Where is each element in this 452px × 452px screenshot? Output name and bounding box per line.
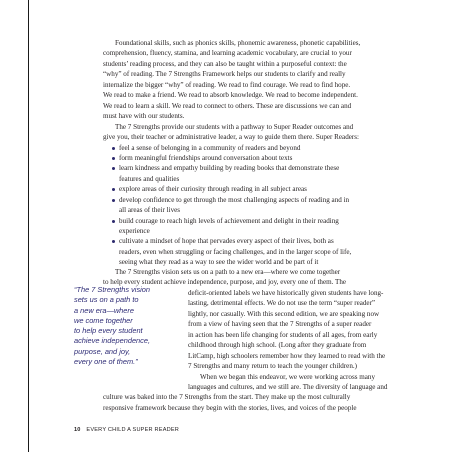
- text-line: The 7 Strengths vision sets us on a path to a new era—where we come together: [115, 268, 341, 276]
- pull-quote-line: achieve independence,: [74, 336, 151, 346]
- text-line: LitCamp, high schoolers remember how they learned to read with the: [188, 351, 386, 360]
- bullet-item-continuation: experience: [119, 227, 150, 235]
- bullet-item: develop confidence to get through the most challenging aspects of reading and in: [111, 195, 365, 205]
- running-title: EVERY CHILD A SUPER READER: [86, 427, 180, 433]
- text-line: culture was baked into the 7 Strengths from the start. They make up the most culturally: [103, 393, 351, 402]
- text-line: 7 Strengths and many return to teach the younger children.): [188, 361, 358, 370]
- pull-quote-line: a new era—where: [74, 305, 134, 315]
- bullet-item-continuation: readers, even when struggling or facing challenges, and in the larger scope of life,: [119, 247, 352, 256]
- text-line: give you, their teacher or administrative leader, a way to guide them there. Super Readers:: [103, 133, 359, 142]
- text-line: comprehension, fluency, stamina, and learning academic vocabulary, are crucial to your: [103, 49, 352, 58]
- text-line: We read to make a friend. We read to absorb knowledge. We read to become independent.: [103, 91, 358, 100]
- text-line: lasting, detrimental effects. We do not use the term “super reader”: [188, 299, 376, 308]
- text-line: childhood through high school. (Long after they graduate from: [188, 341, 367, 350]
- text-line: to help every student achieve independence, purpose, and joy, every one of them. The: [103, 278, 347, 287]
- bullet-item: form meaningful friendships around conversation about texts: [111, 153, 365, 163]
- bullet-item-continuation: seeing what they read as a way to see the wider world and be part of it: [119, 258, 319, 267]
- text-line: internalize the bigger “why” of reading. We read to find courage. We read to find hope.: [103, 80, 351, 89]
- text-line: We read to learn a skill. We read to connect to others. These are discussions we can and: [103, 101, 352, 110]
- bullet-item: learn kindness and empathy building by reading books that demonstrate these: [111, 163, 365, 173]
- pull-quote-line: “The 7 Strengths vision: [74, 285, 150, 294]
- text-line: responsive framework because they begin with the stories, lives, and voices of the people: [103, 403, 357, 412]
- bullet-item: explore areas of their curiosity through reading in all subject areas: [111, 184, 365, 194]
- pull-quote-line: purpose, and joy,: [74, 346, 131, 356]
- text-line: deficit-oriented labels we have historically given students have long-: [188, 288, 384, 297]
- pull-quote-line: every one of them.”: [74, 357, 138, 367]
- bullet-item-continuation: features and qualities: [119, 174, 180, 183]
- page-number: 10: [74, 427, 81, 433]
- text-line: “why” of reading. The 7 Strengths Framework helps our students to clarify and really: [103, 70, 346, 79]
- bullet-item: feel a sense of belonging in a community of readers and beyond: [111, 143, 365, 153]
- text-line: students’ reading process, and they can also be taught within a purposeful context: the: [103, 59, 347, 68]
- pull-quote: [74, 285, 184, 367]
- page-edge-rule: [28, 0, 29, 452]
- text-line: from a view of having seen that the 7 Strengths of a super reader: [188, 320, 372, 329]
- super-reader-bullet-list: [111, 143, 365, 268]
- paragraph-culturally-responsive: [103, 392, 357, 413]
- bullet-item: build courage to reach high levels of achievement and delight in their reading: [111, 216, 365, 226]
- paragraph-languages-cultures: [188, 372, 388, 393]
- paragraph-foundational-skills: [103, 38, 361, 122]
- pull-quote-line: we come together: [74, 315, 133, 325]
- bullet-item: cultivate a mindset of hope that pervades every aspect of their lives, both as: [111, 236, 365, 246]
- text-line: languages and cultures, and we still are. The diversity of language and: [188, 382, 388, 391]
- text-line: lightly, nor casually. With this second edition, we are speaking now: [188, 309, 380, 318]
- text-line: must have with our students.: [103, 112, 185, 121]
- bullet-item-continuation: all areas of their lives: [119, 206, 181, 215]
- text-line: When we began this endeavor, we were working across many: [200, 372, 376, 381]
- page-footer: [74, 427, 179, 433]
- paragraph-super-readers-intro: [103, 122, 357, 143]
- pull-quote-line: to help every student: [74, 326, 143, 336]
- pull-quote-line: sets us on a path to: [74, 295, 139, 305]
- text-line: in action has been life changing for students of all ages, from early: [188, 330, 378, 339]
- paragraph-deficit-labels: [188, 288, 386, 372]
- text-line: Foundational skills, such as phonics skills, phonemic awareness, phonetic capabilities,: [115, 39, 361, 47]
- text-line: The 7 Strengths provide our students with a pathway to Super Reader outcomes and: [115, 122, 354, 131]
